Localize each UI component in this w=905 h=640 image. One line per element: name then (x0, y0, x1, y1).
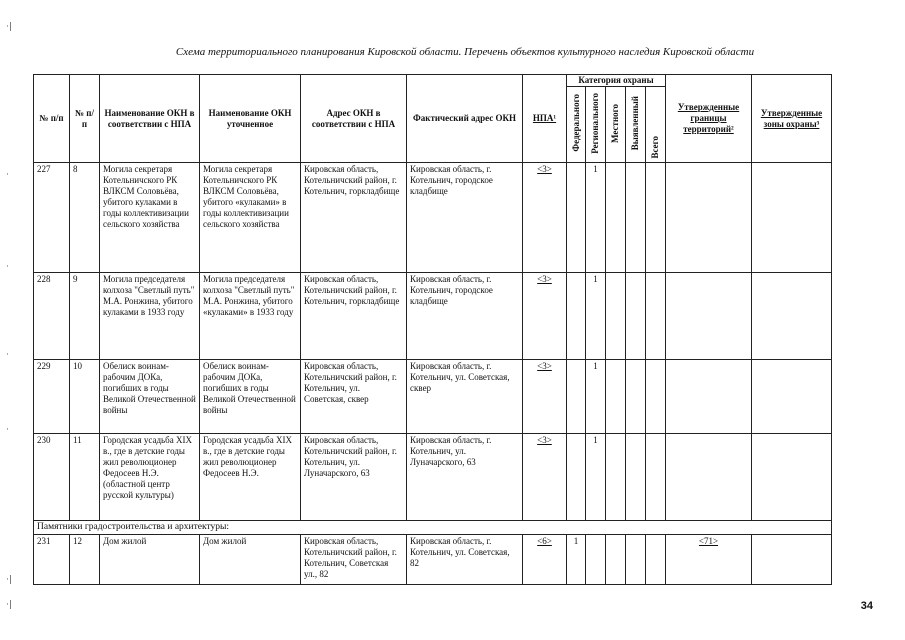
margin-mark: · (6, 170, 9, 180)
header-cat-local: Местного (606, 87, 626, 163)
margin-mark: · (6, 262, 9, 272)
cell-regional: 1 (586, 273, 606, 360)
cell-identified (626, 360, 646, 434)
cell-address-actual: Кировская область, г. Котельнич, ул. Луначарского, 63 (407, 434, 523, 521)
margin-mark: · (6, 350, 9, 360)
header-category: Категория охраны (567, 75, 666, 87)
cell-zones (752, 535, 832, 585)
cell-borders: <71> (666, 535, 752, 585)
header-cat-identified: Выявленный (626, 87, 646, 163)
table-row (34, 163, 832, 273)
table-row (34, 434, 832, 521)
cell-name-npa: Могила председателя колхоза "Светлый путь" М.А. Ронжина, убитого кулаками в 1933 году (100, 273, 200, 360)
cell-total (646, 163, 666, 273)
page-number: 34 (860, 600, 873, 612)
section-row (34, 521, 832, 535)
cell-address-actual: Кировская область, г. Котельнич, ул. Советская, сквер (407, 360, 523, 434)
cell-local (606, 535, 626, 585)
cell-no2: 9 (70, 273, 100, 360)
cell-address-npa: Кировская область, Котельничский район, г. Котельнич, горкладбище (301, 163, 407, 273)
margin-mark: ·| (6, 575, 12, 585)
cell-address-npa: Кировская область, Котельничский район, г. Котельнич, ул. Луначарского, 63 (301, 434, 407, 521)
cell-zones (752, 434, 832, 521)
cell-npa: <3> (523, 163, 567, 273)
cell-name-npa: Городская усадьба XIX в., где в детские годы жил революционер Федосеев Н.Э. (областной центр русской культуры) (100, 434, 200, 521)
header-address-actual: Фактический адрес ОКН (407, 75, 523, 163)
cell-no: 227 (34, 163, 70, 273)
cell-name-refined: Могила секретаря Котельничского РК ВЛКСМ Соловьёва, убитого «кулаками» в годы коллективизации сельского хозяйства (200, 163, 301, 273)
cell-npa: <3> (523, 360, 567, 434)
table-row (34, 535, 832, 585)
cell-name-npa: Могила секретаря Котельничского РК ВЛКСМ Соловьёва, убитого кулаками в годы коллективизации сельского хозяйства (100, 163, 200, 273)
cell-regional: 1 (586, 163, 606, 273)
cell-no2: 11 (70, 434, 100, 521)
cell-identified (626, 163, 646, 273)
cell-no: 230 (34, 434, 70, 521)
cell-zones (752, 360, 832, 434)
cell-name-refined: Обелиск воинам-рабочим ДОКа, погибших в годы Великой Отечественной войны (200, 360, 301, 434)
header-name-npa: Наименование ОКН в соответствии с НПА (100, 75, 200, 163)
cell-name-npa: Дом жилой (100, 535, 200, 585)
cell-npa: <3> (523, 434, 567, 521)
cell-identified (626, 535, 646, 585)
cell-name-refined: Дом жилой (200, 535, 301, 585)
margin-mark: ·| (6, 22, 12, 32)
cell-borders (666, 163, 752, 273)
cell-address-actual: Кировская область, г. Котельнич, городское кладбище (407, 163, 523, 273)
document-title: Схема территориального планирования Кировской области. Перечень объектов культурного наследия Кировской области (175, 46, 755, 58)
cell-identified (626, 434, 646, 521)
margin-mark: · (6, 425, 9, 435)
header-name-refined: Наименование ОКН уточненное (200, 75, 301, 163)
cell-npa: <6> (523, 535, 567, 585)
cell-federal: 1 (567, 535, 586, 585)
cell-address-npa: Кировская область, Котельничский район, г. Котельнич, Советская ул., 82 (301, 535, 407, 585)
cell-identified (626, 273, 646, 360)
cell-regional (586, 535, 606, 585)
header-address-npa: Адрес ОКН в соответствии с НПА (301, 75, 407, 163)
cell-federal (567, 360, 586, 434)
cell-zones (752, 163, 832, 273)
heritage-table (33, 74, 832, 585)
cell-borders (666, 434, 752, 521)
cell-borders (666, 360, 752, 434)
header-npa: НПА¹ (523, 75, 567, 163)
margin-mark: ·| (6, 600, 12, 610)
cell-regional: 1 (586, 360, 606, 434)
header-no: № п/п (34, 75, 70, 163)
cell-address-actual: Кировская область, г. Котельнич, городское кладбище (407, 273, 523, 360)
cell-federal (567, 273, 586, 360)
header-approved-zones: Утвержденные зоны охраны³ (752, 75, 832, 163)
header-cat-federal: Федерального (567, 87, 586, 163)
cell-name-npa: Обелиск воинам-рабочим ДОКа, погибших в годы Великой Отечественной войны (100, 360, 200, 434)
cell-regional: 1 (586, 434, 606, 521)
cell-address-npa: Кировская область, Котельничский район, г. Котельнич, горкладбище (301, 273, 407, 360)
cell-address-actual: Кировская область, г. Котельнич, ул. Советская, 82 (407, 535, 523, 585)
cell-no2: 10 (70, 360, 100, 434)
cell-local (606, 434, 626, 521)
cell-federal (567, 434, 586, 521)
cell-no2: 8 (70, 163, 100, 273)
cell-name-refined: Городская усадьба XIX в., где в детские годы жил революционер Федосеев Н.Э. (200, 434, 301, 521)
cell-no: 228 (34, 273, 70, 360)
cell-npa: <3> (523, 273, 567, 360)
cell-federal (567, 163, 586, 273)
table-row (34, 360, 832, 434)
header-cat-regional: Регионального (586, 87, 606, 163)
cell-borders (666, 273, 752, 360)
header-no2: № п/п (70, 75, 100, 163)
cell-total (646, 434, 666, 521)
cell-no: 229 (34, 360, 70, 434)
cell-address-npa: Кировская область, Котельничский район, г. Котельнич, ул. Советская, сквер (301, 360, 407, 434)
cell-no: 231 (34, 535, 70, 585)
cell-name-refined: Могила председателя колхоза "Светлый путь" М.А. Ронжина, убитого «кулаками» в 1933 году (200, 273, 301, 360)
cell-local (606, 360, 626, 434)
cell-total (646, 273, 666, 360)
cell-zones (752, 273, 832, 360)
cell-total (646, 360, 666, 434)
header-cat-total: Всего (646, 87, 666, 163)
table-row (34, 273, 832, 360)
cell-no2: 12 (70, 535, 100, 585)
cell-local (606, 273, 626, 360)
header-approved-borders: Утвержденные границы территорий² (666, 75, 752, 163)
section-heading: Памятники градостроительства и архитектуры: (34, 521, 832, 535)
cell-total (646, 535, 666, 585)
cell-local (606, 163, 626, 273)
